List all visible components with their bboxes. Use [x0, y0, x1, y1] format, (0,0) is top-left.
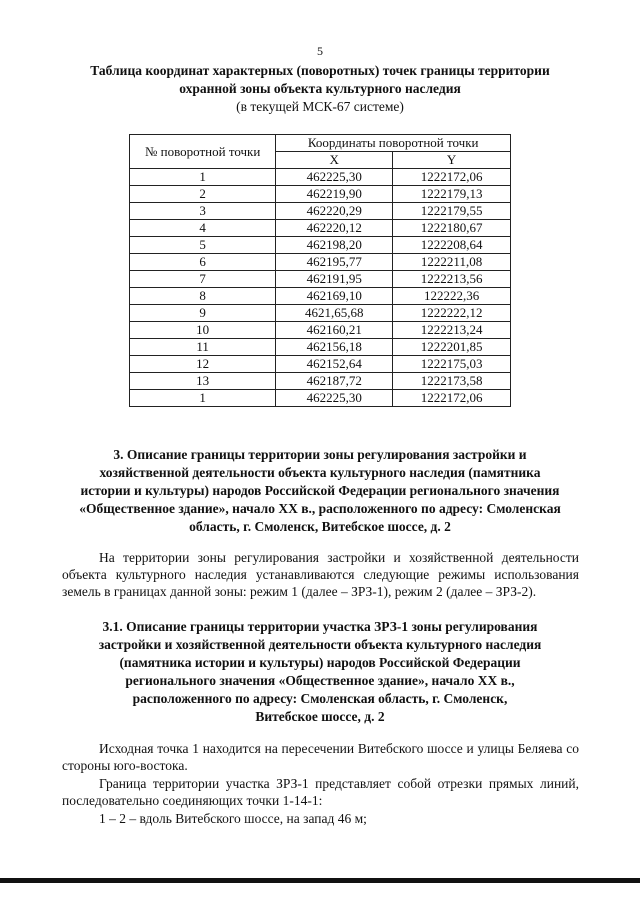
table-row [130, 169, 511, 186]
section3-line: 3. Описание границы территории зоны регулирования застройки и [113, 447, 527, 462]
table-row [130, 288, 511, 305]
table-cell-y: 1222222,12 [393, 305, 511, 322]
table-body [130, 169, 511, 407]
footer-rule [0, 878, 640, 883]
table-subtitle: (в текущей МСК-67 системе) [236, 99, 404, 114]
table-cell-x: 462195,77 [276, 254, 393, 271]
section3-line: хозяйственной деятельности объекта культурного наследия (памятника [99, 465, 541, 480]
table-title-line1: Таблица координат характерных (поворотных) точек границы территории [90, 63, 550, 78]
table-row [130, 203, 511, 220]
table-cell-x: 462220,12 [276, 220, 393, 237]
section31-line: застройки и хозяйственной деятельности объекта культурного наследия [98, 637, 542, 652]
table-cell-x: 462198,20 [276, 237, 393, 254]
header-y: Y [393, 152, 511, 169]
section3-line: «Общественное здание», начало XX в., расположенного по адресу: Смоленская [79, 501, 561, 516]
table-cell-y: 1222172,06 [393, 390, 511, 407]
table-cell-y: 1222175,03 [393, 356, 511, 373]
table-row [130, 271, 511, 288]
table-cell-y: 122222,36 [393, 288, 511, 305]
header-x: X [276, 152, 393, 169]
table-row [130, 356, 511, 373]
table-cell-y: 1222211,08 [393, 254, 511, 271]
coordinates-table [129, 134, 511, 407]
table-cell-x: 462225,30 [276, 390, 393, 407]
table-cell-n: 10 [130, 322, 276, 339]
paragraph-start-point [62, 740, 579, 774]
page-number: 5 [317, 44, 323, 58]
table-cell-y: 1222213,24 [393, 322, 511, 339]
section3-line: область, г. Смоленск, Витебское шоссе, д. 2 [189, 519, 451, 534]
table-cell-n: 8 [130, 288, 276, 305]
table-row [130, 322, 511, 339]
table-cell-y: 1222172,06 [393, 169, 511, 186]
paragraph-segment [62, 810, 579, 827]
table-cell-x: 462191,95 [276, 271, 393, 288]
table-cell-x: 462156,18 [276, 339, 393, 356]
table-cell-n: 4 [130, 220, 276, 237]
table-cell-y: 1222180,67 [393, 220, 511, 237]
table-cell-x: 462219,90 [276, 186, 393, 203]
section31-line: Витебское шоссе, д. 2 [255, 709, 385, 724]
table-cell-n: 11 [130, 339, 276, 356]
table-cell-x: 462152,64 [276, 356, 393, 373]
table-cell-n: 7 [130, 271, 276, 288]
section31-line: (памятника истории и культуры) народов Российской Федерации [119, 655, 521, 670]
table-cell-x: 462220,29 [276, 203, 393, 220]
paragraph-segment-text: 1 – 2 – вдоль Витебского шоссе, на запад 46 м; [99, 811, 367, 826]
table-row [130, 305, 511, 322]
header-coords: Координаты поворотной точки [276, 135, 511, 152]
table-cell-x: 462160,21 [276, 322, 393, 339]
table-row [130, 339, 511, 356]
table-cell-n: 9 [130, 305, 276, 322]
table-row [130, 390, 511, 407]
table-cell-y: 1222208,64 [393, 237, 511, 254]
table-row [130, 373, 511, 390]
table-cell-x: 462169,10 [276, 288, 393, 305]
paragraph-boundary-text: Граница территории участка ЗРЗ-1 представляет собой отрезки прямых линий, последовательно соединяющих точки 1-14-1: [62, 776, 579, 808]
table-cell-y: 1222201,85 [393, 339, 511, 356]
table-cell-n: 1 [130, 390, 276, 407]
section3-line: истории и культуры) народов Российской Федерации регионального значения [80, 483, 560, 498]
table-cell-x: 462187,72 [276, 373, 393, 390]
paragraph-regimes-text: На территории зоны регулирования застройки и хозяйственной деятельности объекта культурного наследия устанавливаются следующие режимы использования земель в границах данной зоны: режим 1 (далее – ЗРЗ-1), режим 2 (далее – ЗРЗ-2). [62, 550, 579, 599]
paragraph-boundary [62, 775, 579, 809]
section31-line: регионального значения «Общественное здание», начало XX в., [125, 673, 515, 688]
table-cell-y: 1222179,13 [393, 186, 511, 203]
table-row [130, 186, 511, 203]
table-cell-n: 5 [130, 237, 276, 254]
header-point: № поворотной точки [130, 135, 276, 169]
table-cell-x: 4621,65,68 [276, 305, 393, 322]
table-cell-y: 1222213,56 [393, 271, 511, 288]
table-title-line2: охранной зоны объекта культурного наследия [179, 81, 461, 96]
table-cell-y: 1222179,55 [393, 203, 511, 220]
table-cell-x: 462225,30 [276, 169, 393, 186]
section31-line: 3.1. Описание границы территории участка ЗРЗ-1 зоны регулирования [102, 619, 538, 634]
table-row [130, 237, 511, 254]
table-cell-n: 2 [130, 186, 276, 203]
paragraph-regimes [62, 549, 579, 600]
table-cell-y: 1222173,58 [393, 373, 511, 390]
table-cell-n: 1 [130, 169, 276, 186]
table-cell-n: 13 [130, 373, 276, 390]
table-cell-n: 6 [130, 254, 276, 271]
section31-line: расположенного по адресу: Смоленская область, г. Смоленск, [132, 691, 508, 706]
paragraph-start-point-text: Исходная точка 1 находится на пересечении Витебского шоссе и улицы Беляева со стороны юго-востока. [62, 741, 579, 773]
table-row [130, 220, 511, 237]
table-row [130, 254, 511, 271]
table-cell-n: 3 [130, 203, 276, 220]
table-cell-n: 12 [130, 356, 276, 373]
